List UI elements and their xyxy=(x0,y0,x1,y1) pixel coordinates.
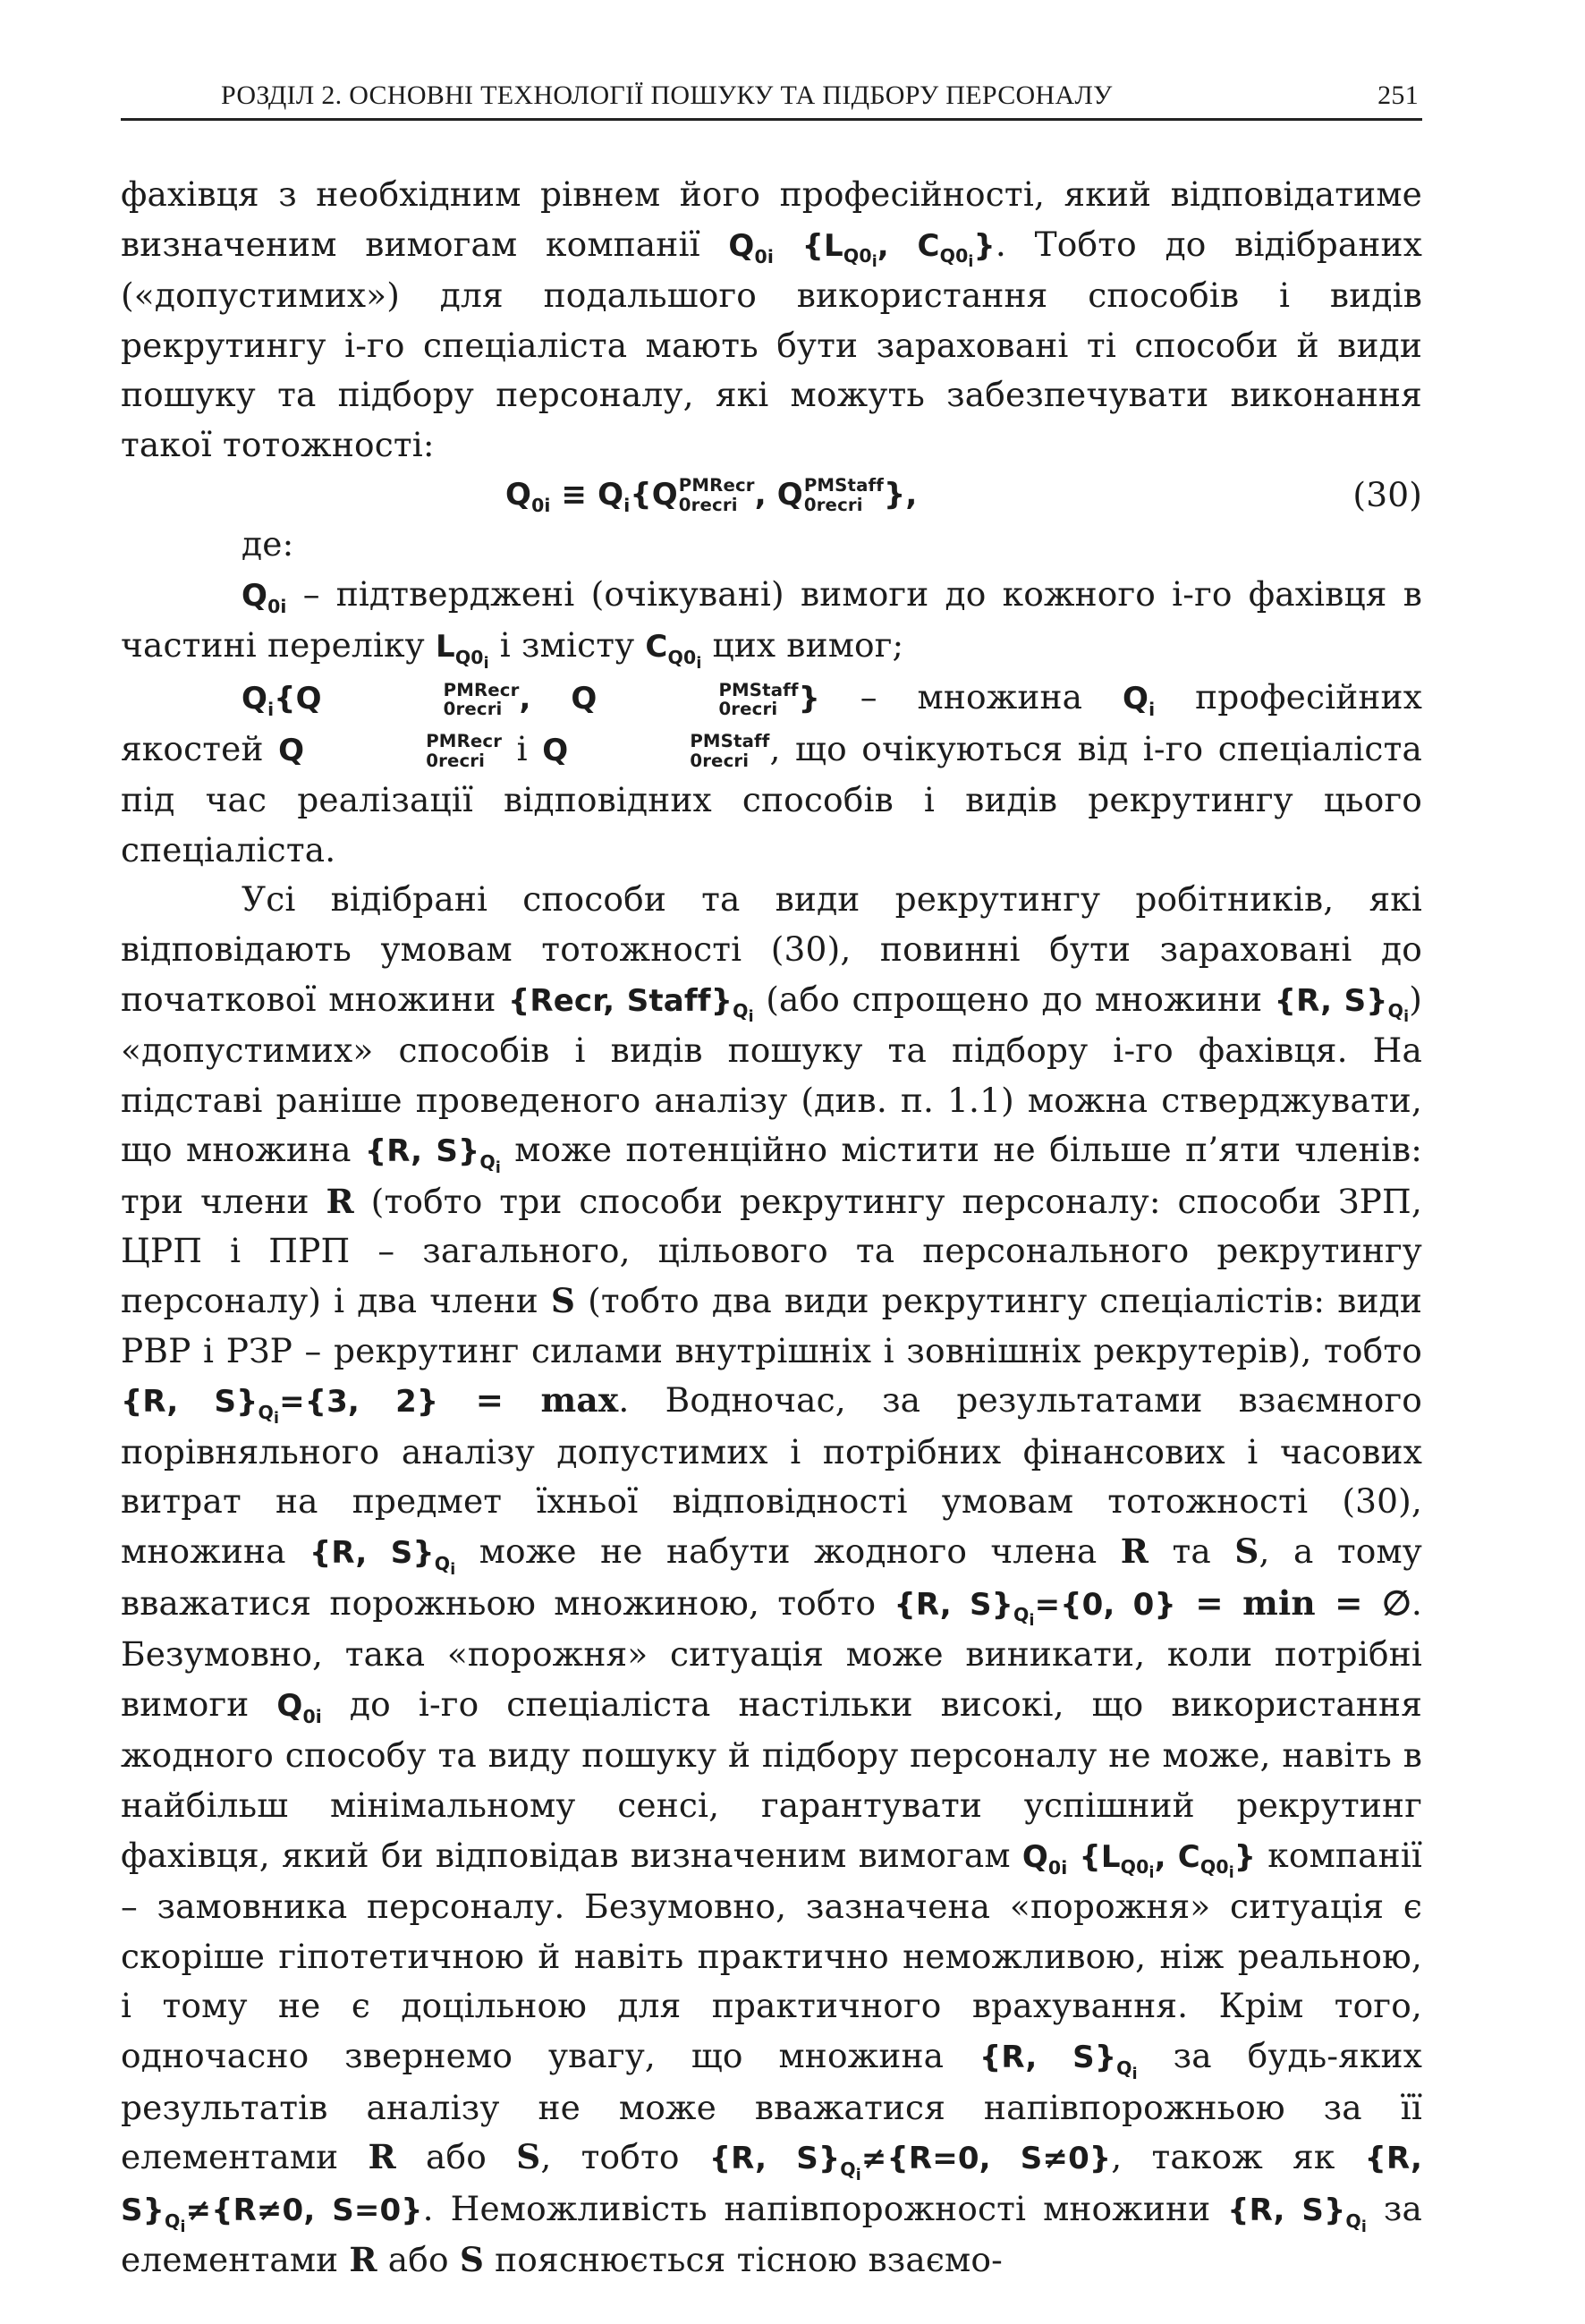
paragraph-2: Усі відібрані способи та види рекрутингу робітників, які відповідають умовам тотожності (30), повинні бути зараховані до початкової множини {Recr, $Staff\}_{Q_i}$ (або спрощено до множини {R, $S\}_{Q_i}$) «допустимих» способів і видів пошуку та підбору і-го фахівця. На підставі раніше проведеного аналізу (див. п. 1.1) можна стверджувати, що множина {R, $S\}_{Q_i}$ може потенційно містити не більше п’яти членів: три члени R (тобто три способи рекрутингу персоналу: способи ЗРП, ЦРП і ПРП – загального, цільового та персонального рекрутингу персоналу) і два члени S (тобто два види рекрутингу спеціалістів: види РВР і РЗР – рекрутинг силами внутрішніх і зовнішніх рекрутерів), тобто {R, $S\}_{Q_i}=\{3$, 2} = max. Водночас, за результатами взаємного порівняльного аналізу допустимих і потрібних фінансових і часових витрат на предмет їхньої відповідності умовам тотожності (30), множина {R, $S\}_{Q_i}$ може не набути жодного члена R та S, а тому вважатися порожньою множиною, тобто {R, $S\}_{Q_i}=\{0$, 0} = min = ∅. Безумовно, така «порожня» ситуація може виникати, коли потрібні вимоги $Q_{0i}$ до і-го спеціаліста настільки високі, що використання жодного способу та виду пошуку й підбору персоналу не може, навіть в найбільш мінімальному сенсі, гарантувати успішний рекрутинг фахівця, який би відповідав визначеним вимогам $Q_{0i}$ {$L_{Q0_i}$, $C_{Q0_i}$} компанії – замовника персоналу. Безумовно, зазначена «порожня» ситуація є скоріше гіпотетичною й навіть практично неможливою, ніж реальною, і тому не є доцільною для практичного врахування. Крім того, одночасно звернемо увагу, що множина {R, $S\}_{Q_i}$ за будь-яких результатів аналізу не може вважатися напівпорожньою за її елементами R або S, тобто {R, $S\}_{Q_i}\ne\{R=0$, S≠0}, також як {R, $S\}_{Q_i}\ne\{R\ne 0$, S=0}. Неможливість напівпорожності множини {R, $S\}_{Q_i}$ за елементами R або S пояснюється тісною взаємо- xyxy=(121,879,1423,2280)
formula-expression: $Q_{0i} \equiv Q_i\{Q$ PMRecr 0recri , Q PMStaff 0recri }, xyxy=(505,475,918,516)
math-c: $C_{Q0_i}$ xyxy=(645,629,702,674)
definition-1: $Q_{0i}$ – підтверджені (очікувані) вимоги до кожного і-го фахівця в частині переліку $L_{Q0_i}$ і змісту $C_{Q0_i}$ цих вимог; xyxy=(121,573,1422,674)
math-s: S xyxy=(1234,1531,1259,1572)
page-number: 251 xyxy=(1377,81,1419,110)
page-body xyxy=(121,170,1422,2286)
equation-number: (30) xyxy=(1352,474,1422,514)
paragraph-1 xyxy=(121,170,1422,471)
math-r: R xyxy=(1120,1531,1149,1572)
math-rs-set: {R, $S\}_{Q_i}$ xyxy=(1274,982,1410,1027)
math-r: R xyxy=(368,2137,396,2177)
math-rs-neq-1: {R, $S\}_{Q_i}\ne\{R=0$, S≠0} xyxy=(708,2141,1112,2185)
math-rs-set: {R, $S\}_{Q_i}$ xyxy=(309,1535,456,1579)
math-rs-min: {R, $S\}_{Q_i}=\{0$, 0} xyxy=(894,1586,1176,1631)
math-rs-neq-2: {R, $S\}_{Q_i}\ne\{R\ne 0$, S=0} xyxy=(121,2141,1423,2236)
math-q-recr: Q PMRecr 0recri xyxy=(278,731,503,772)
math-s: S xyxy=(516,2137,541,2177)
math-requirement-set: {$L_{Q0_i}$, $C_{Q0_i}$} xyxy=(801,227,996,272)
where-label: де: xyxy=(242,524,294,564)
math-rs-set: {R, $S\}_{Q_i}$ xyxy=(1227,2192,1367,2236)
math-rs-max: {R, $S\}_{Q_i}=\{3$, 2} xyxy=(121,1384,439,1429)
math-r: R xyxy=(326,1181,354,1221)
definition-2: $Q_i\{Q$ PMRecr 0recri , Q PMStaff 0recri } – множина $Q_i$ професійних якостей Q PMRecr 0recri і Q PMStaff 0recri , що очікуються від і-го спеціаліста під час реалізації відповідних способів і видів рекрутингу цього спеціаліста. xyxy=(121,676,1422,869)
math-s: S xyxy=(550,1281,576,1321)
math-r: R xyxy=(349,2240,377,2280)
text-run: . Тобто до відібраних («допустимих») для подальшого використання способів і видів рекрутингу і-го спеціаліста мають бути зараховані ті способи й види пошуку та підбору персоналу, які можуть забезпечувати виконання такої тотожності: xyxy=(121,224,1422,464)
math-q0i: $Q_{0i}$ xyxy=(728,227,774,267)
formula-30 xyxy=(121,471,1422,521)
running-header xyxy=(121,77,1422,121)
math-rs-set: {R, $S\}_{Q_i}$ xyxy=(364,1133,501,1178)
math-rs-set: {R, $S\}_{Q_i}$ xyxy=(979,2039,1138,2083)
math-qualities-set: $Q_i\{Q$ PMRecr 0recri , Q PMStaff 0recri } xyxy=(242,679,820,720)
math-q-staff: Q PMStaff 0recri xyxy=(542,731,770,772)
math-recr-staff-set: {Recr, $Staff\}_{Q_i}$ xyxy=(508,982,754,1027)
math-requirement-set: $Q_{0i}$ {$L_{Q0_i}$, $C_{Q0_i}$} xyxy=(1021,1838,1257,1883)
math-l: $L_{Q0_i}$ xyxy=(435,629,489,674)
math-qi: $Q_i$ xyxy=(1123,680,1156,720)
math-s: S xyxy=(459,2240,485,2280)
math-q0i: $Q_{0i}$ xyxy=(276,1687,322,1727)
math-q0i: $Q_{0i}$ xyxy=(242,577,287,617)
chapter-title: РОЗДІЛ 2. ОСНОВНІ ТЕХНОЛОГІЇ ПОШУКУ ТА ПІДБОРУ ПЕРСОНАЛУ xyxy=(221,81,1113,110)
text-run: фахівця з необхідним рівнем його професійності, який відповідатиме визначеним вимогам компанії xyxy=(121,174,1422,264)
